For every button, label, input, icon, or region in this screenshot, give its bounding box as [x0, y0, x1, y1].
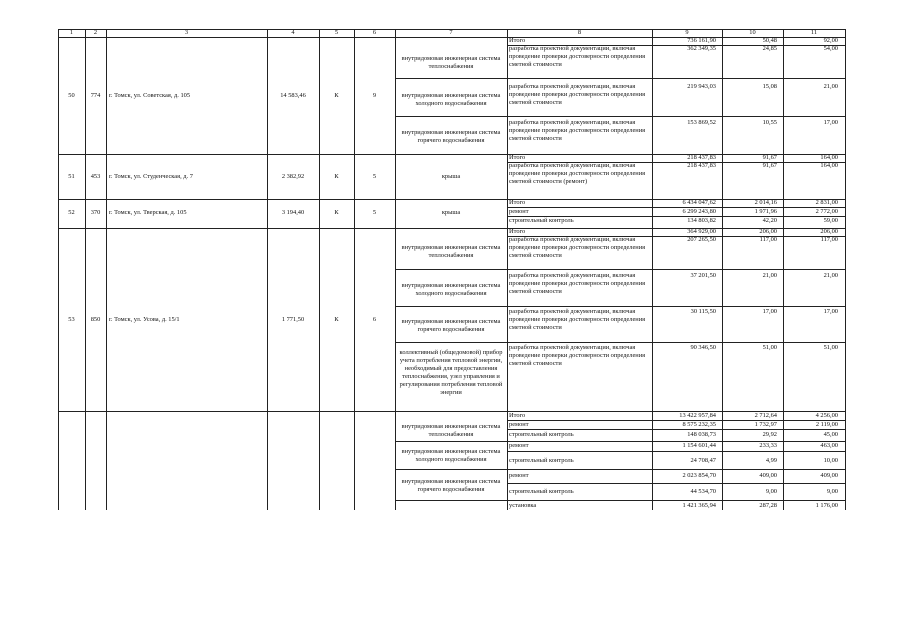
system-name: внутридомовая инженерная система холодного водоснабжения	[401, 448, 501, 463]
system-name: внутридомовая инженерная система теплоснабжения	[401, 244, 501, 259]
table-border	[85, 29, 86, 510]
cell-sum: 153 869,52	[687, 119, 716, 126]
work-description: разработка проектной документации, включая проведение проверки достоверности определения сметной стоимости	[509, 308, 646, 331]
table-border	[395, 269, 846, 270]
cell-sum: 134 803,82	[687, 217, 716, 224]
work-description: разработка проектной документации, включая проведение проверки достоверности определения сметной стоимости	[509, 236, 646, 259]
cell-sum: 364 929,00	[687, 228, 716, 235]
cell-sum: 362 349,35	[687, 45, 716, 52]
cell-label: строительный контроль	[509, 457, 574, 464]
cell-volume: 21,00	[823, 272, 838, 279]
wall-material: К	[334, 209, 339, 216]
work-description: разработка проектной документации, включая проведение проверки достоверности определения сметной стоимости	[509, 83, 646, 106]
table-border	[507, 483, 846, 484]
cell-volume: 164,00	[820, 154, 838, 161]
table-border	[106, 29, 107, 510]
column-header: 3	[184, 29, 189, 36]
row-number: 52	[68, 209, 75, 216]
cell-area-share: 17,00	[762, 308, 777, 315]
table-border	[507, 429, 846, 430]
cell-sum: 6 434 047,62	[682, 199, 716, 206]
column-header: 7	[449, 29, 453, 36]
table-border	[395, 342, 846, 343]
system-name: внутридомовая инженерная система теплоснабжения	[401, 55, 501, 70]
cell-sum: 6 299 243,80	[682, 208, 716, 215]
cell-area-share: 15,08	[762, 83, 777, 90]
cell-area-share: 10,55	[762, 119, 777, 126]
table-border	[267, 29, 268, 510]
cell-sum: 24 708,47	[690, 457, 716, 464]
column-header: 2	[93, 29, 98, 36]
cell-label: Итого	[509, 228, 526, 235]
cell-label: ремонт	[509, 208, 529, 215]
cell-volume: 17,00	[823, 119, 838, 126]
cell-label: ремонт	[509, 421, 529, 428]
address: г. Томск, ул. Студенческая, д. 7	[109, 173, 193, 180]
cell-area-share: 287,28	[759, 502, 777, 509]
wall-material: К	[334, 173, 339, 180]
floors: 5	[372, 173, 377, 180]
floors: 5	[372, 209, 377, 216]
column-header: 6	[372, 29, 377, 36]
area: 1 771,50	[281, 316, 305, 323]
table-border	[319, 29, 320, 510]
cell-volume: 45,00	[823, 431, 838, 438]
cell-label: Итого	[509, 412, 526, 419]
cell-area-share: 9,00	[765, 488, 777, 495]
table-border	[395, 500, 846, 501]
house-code: 453	[90, 173, 101, 180]
address: г. Томск, ул. Усова, д. 15/1	[109, 316, 180, 323]
system-name: внутридомовая инженерная система теплоснабжения	[401, 423, 501, 438]
cell-volume: 92,00	[823, 37, 838, 44]
cell-area-share: 233,33	[759, 442, 777, 449]
work-description: разработка проектной документации, включая проведение проверки достоверности определения сметной стоимости	[509, 45, 646, 68]
cell-volume: 59,00	[823, 217, 838, 224]
cell-sum: 1 154 601,44	[682, 442, 716, 449]
cell-volume: 54,00	[823, 45, 838, 52]
cell-volume: 2 831,00	[815, 199, 838, 206]
cell-sum: 207 265,50	[687, 236, 716, 243]
cell-sum: 13 422 957,84	[679, 412, 716, 419]
cell-sum: 218 437,83	[687, 154, 716, 161]
cell-area-share: 91,67	[762, 162, 777, 169]
column-header: 4	[291, 29, 295, 36]
column-header: 9	[685, 29, 689, 36]
cell-sum: 44 534,70	[690, 488, 716, 495]
house-code: 850	[90, 316, 101, 323]
cell-volume: 10,00	[823, 457, 838, 464]
cell-volume: 206,00	[820, 228, 838, 235]
cell-area-share: 409,00	[759, 472, 777, 479]
cell-area-share: 42,20	[762, 217, 777, 224]
cell-volume: 21,00	[823, 83, 838, 90]
table-border	[395, 116, 846, 117]
cell-sum: 90 346,50	[690, 344, 716, 351]
table-border	[395, 306, 846, 307]
table-border	[395, 469, 846, 470]
cell-volume: 164,00	[820, 162, 838, 169]
table-border	[395, 78, 846, 79]
cell-sum: 736 161,90	[687, 37, 716, 44]
cell-sum: 219 943,03	[687, 83, 716, 90]
cell-area-share: 2 014,16	[754, 199, 777, 206]
system-name: внутридомовая инженерная система холодного водоснабжения	[401, 282, 501, 297]
cell-area-share: 50,48	[762, 37, 777, 44]
area: 3 194,40	[281, 209, 305, 216]
system-name: крыша	[441, 173, 461, 180]
cell-sum: 30 115,50	[690, 308, 716, 315]
cell-area-share: 91,67	[762, 154, 777, 161]
cell-sum: 148 038,73	[687, 431, 716, 438]
work-description: разработка проектной документации, включая проведение проверки достоверности определения сметной стоимости	[509, 119, 646, 142]
house-code: 774	[90, 92, 101, 99]
work-description: разработка проектной документации, включая проведение проверки достоверности определения сметной стоимости	[509, 344, 646, 367]
area: 14 583,46	[280, 92, 306, 99]
address: г. Томск, ул. Тверская, д. 105	[109, 209, 187, 216]
area: 2 382,92	[281, 173, 305, 180]
work-description: разработка проектной документации, включая проведение проверки достоверности определения сметной стоимости (ремонт)	[509, 162, 646, 185]
cell-label: Итого	[509, 37, 526, 44]
row-number: 53	[68, 316, 75, 323]
cell-volume: 2 772,00	[815, 208, 838, 215]
cell-area-share: 1 732,97	[754, 421, 777, 428]
cell-volume: 9,00	[826, 488, 838, 495]
wall-material: К	[334, 316, 339, 323]
system-name: внутридомовая инженерная система горячего водоснабжения	[401, 478, 501, 493]
cell-area-share: 29,92	[762, 431, 777, 438]
cell-sum: 8 575 232,35	[682, 421, 716, 428]
cell-label: Итого	[509, 199, 526, 206]
cell-label: ремонт	[509, 472, 529, 479]
wall-material: К	[334, 92, 339, 99]
cell-area-share: 21,00	[762, 272, 777, 279]
table-border	[354, 29, 355, 510]
cell-area-share: 117,00	[759, 236, 777, 243]
cell-area-share: 24,85	[762, 45, 777, 52]
cell-sum: 37 201,50	[690, 272, 716, 279]
cell-label: строительный контроль	[509, 217, 574, 224]
cell-area-share: 4,99	[765, 457, 777, 464]
column-header: 8	[577, 29, 582, 36]
work-description: разработка проектной документации, включая проведение проверки достоверности определения сметной стоимости	[509, 272, 646, 295]
address: г. Томск, ул. Советская, д. 105	[109, 92, 191, 99]
cell-volume: 117,00	[820, 236, 838, 243]
house-code: 370	[90, 209, 101, 216]
column-header: 10	[749, 29, 756, 36]
system-name: внутридомовая инженерная система холодного водоснабжения	[401, 92, 501, 107]
cell-volume: 2 119,00	[815, 421, 838, 428]
system-name: коллективный (общедомовой) прибор учета потребления тепловой энергии, необходимый для предоставления теплоснабжения, узел управления и регулирования потребления тепловой энергии	[399, 349, 503, 396]
table-border	[395, 441, 846, 442]
row-number: 51	[68, 173, 75, 180]
row-number: 50	[68, 92, 75, 99]
table-border	[58, 29, 59, 510]
cell-area-share: 1 971,96	[754, 208, 777, 215]
column-header: 1	[69, 29, 74, 36]
system-name: крыша	[441, 209, 461, 216]
cell-label: Итого	[509, 154, 526, 161]
cell-area-share: 2 712,64	[754, 412, 777, 419]
cell-volume: 409,00	[820, 472, 838, 479]
cell-volume: 4 256,00	[815, 412, 838, 419]
cell-label: установка	[509, 502, 537, 509]
system-name: внутридомовая инженерная система горячего водоснабжения	[401, 129, 501, 144]
column-header: 5	[334, 29, 339, 36]
floors: 6	[372, 316, 377, 323]
cell-volume: 17,00	[823, 308, 838, 315]
cell-volume: 1 176,00	[815, 502, 838, 509]
column-header: 11	[810, 29, 818, 36]
cell-sum: 218 437,83	[687, 162, 716, 169]
cell-label: ремонт	[509, 442, 529, 449]
cell-sum: 2 023 854,70	[682, 472, 716, 479]
cell-area-share: 206,00	[759, 228, 777, 235]
cell-area-share: 51,00	[762, 344, 777, 351]
cell-sum: 1 421 365,94	[682, 502, 716, 509]
cell-label: строительный контроль	[509, 431, 574, 438]
cell-volume: 51,00	[823, 344, 838, 351]
cell-volume: 463,00	[820, 442, 838, 449]
table-border	[507, 451, 846, 452]
floors: 9	[372, 92, 377, 99]
system-name: внутридомовая инженерная система горячего водоснабжения	[401, 318, 501, 333]
cell-label: строительный контроль	[509, 488, 574, 495]
